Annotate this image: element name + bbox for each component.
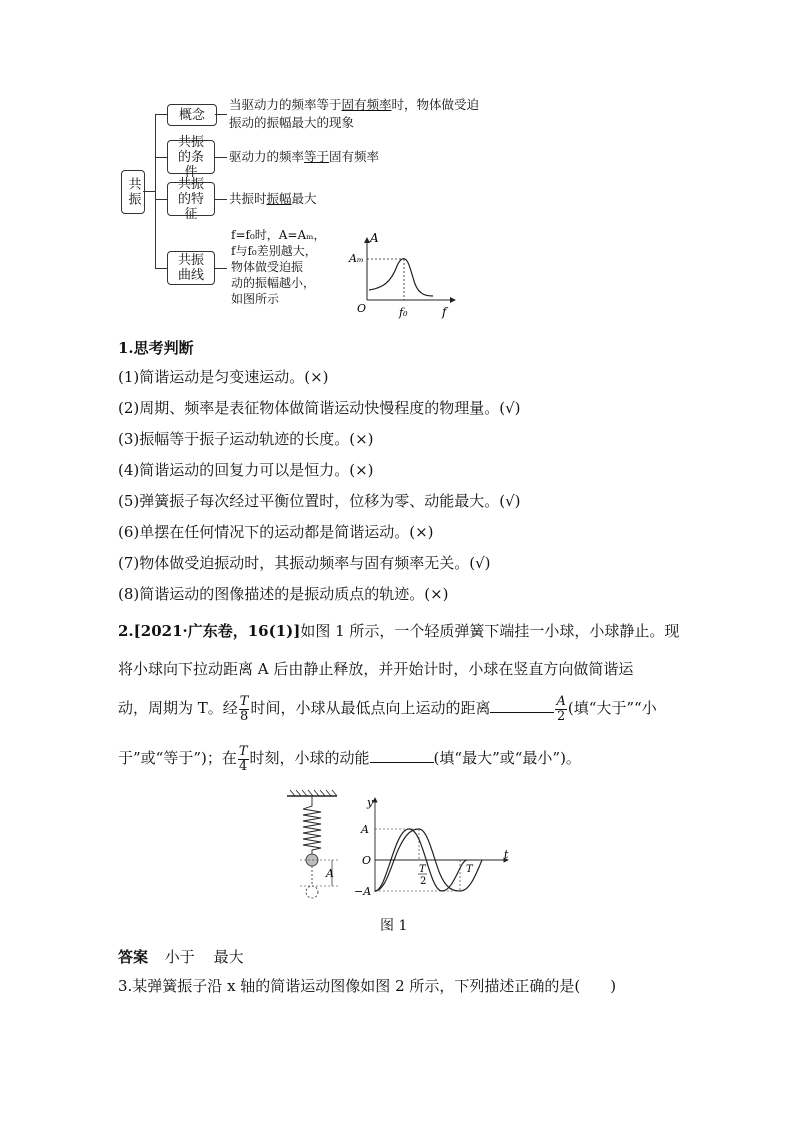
- judgement-item: (5)弹簧振子每次经过平衡位置时，位移为零、动能最大。(√): [118, 492, 521, 510]
- feature-text: 共振时振幅最大: [229, 191, 317, 206]
- condition-text: 驱动力的频率等于固有频率: [229, 149, 380, 164]
- branch-concept: 概念: [167, 104, 217, 126]
- connector: [155, 157, 167, 158]
- graph-y-label: y: [367, 796, 374, 809]
- graph-T2-den: 2: [420, 876, 427, 887]
- connector: [155, 199, 167, 200]
- q3-text: 3.某弹簧振子沿 x 轴的简谐运动图像如图 2 所示，下列描述正确的是( ): [118, 977, 617, 995]
- q2-source: 2.[2021·广东卷，16(1)]: [118, 622, 301, 640]
- concept-text: 当驱动力的频率等于固有频率时，物体做受迫 振动的振幅最大的现象: [229, 97, 480, 130]
- fraction-A-over-2: $\frac{A}{2}$: [556, 693, 566, 724]
- judgement-item: (8)简谐运动的图像描述的是振动质点的轨迹。(×): [118, 585, 449, 603]
- figure-1-spring-and-graph: [282, 788, 522, 906]
- fraction-T-over-8: $\frac{T}{8}$: [239, 693, 249, 724]
- branch-condition: 共振的条件: [167, 140, 215, 174]
- resonance-curve-chart: [345, 232, 460, 322]
- curve-x-label: f: [442, 305, 447, 319]
- answer-blank-2[interactable]: [370, 746, 434, 763]
- mindmap-root: 共振: [121, 170, 145, 214]
- connector: [215, 268, 227, 269]
- connector: [155, 114, 167, 115]
- q2-line3: 动，周期为 T。经 $\frac{T}{8}$ 时间，小球从最低点向上运动的距离 $\frac{A}{2}$ (填“大于”“小: [118, 693, 657, 724]
- connector: [215, 114, 227, 115]
- graph-t-label: t: [504, 848, 509, 861]
- branch-feature: 共振的特征: [167, 182, 215, 216]
- answer-blank-1[interactable]: [490, 696, 554, 713]
- answer-1: 小于: [164, 948, 195, 966]
- judgement-item: (7)物体做受迫振动时，其振动频率与固有频率无关。(√): [118, 554, 491, 572]
- graph-origin-label: O: [362, 854, 372, 867]
- resonance-curve: [369, 259, 433, 296]
- graph-A-label: A: [361, 823, 369, 836]
- fraction-T-over-4: $\frac{T}{4}$: [238, 743, 248, 774]
- spring-A-label: A: [326, 867, 334, 880]
- judgement-item: (2)周期、频率是表征物体做简谐运动快慢程度的物理量。(√): [118, 399, 521, 417]
- graph-T2-num: T: [419, 864, 426, 875]
- connector: [215, 157, 227, 158]
- answer-2: 最大: [213, 948, 244, 966]
- branch-curve: 共振曲线: [167, 251, 215, 285]
- curve-x-peak-label: f₀: [399, 306, 408, 319]
- ball-lowest-position: [306, 886, 318, 898]
- curve-origin-label: O: [357, 302, 367, 315]
- connector: [155, 114, 156, 269]
- curve-peak-label: Aₘ: [349, 252, 364, 265]
- q2-line2: 将小球向下拉动距离 A 后由静止释放，并开始计时，小球在竖直方向做简谐运: [118, 660, 634, 678]
- judgement-item: (3)振幅等于振子运动轨迹的长度。(×): [118, 430, 374, 448]
- graph-negA-label: −A: [354, 885, 372, 898]
- figure-1-caption: 图 1: [380, 918, 408, 934]
- judgement-item: (6)单摆在任何情况下的运动都是简谐运动。(×): [118, 523, 434, 541]
- judgement-item: (1)简谐运动是匀变速运动。(×): [118, 368, 329, 386]
- section1-heading: 1.思考判断: [118, 339, 194, 357]
- curve-y-label: A: [370, 232, 379, 245]
- ceiling: [287, 790, 337, 796]
- spring: [303, 796, 321, 855]
- connector: [155, 268, 167, 269]
- connector: [215, 199, 227, 200]
- answer-line: [118, 947, 244, 967]
- judgement-item: (4)简谐运动的回复力可以是恒力。(×): [118, 461, 374, 479]
- answer-label: 答案: [118, 948, 149, 966]
- graph-T-label: T: [466, 864, 473, 875]
- curve-text: f=f₀时，A=Aₘ， f与f₀差别越大， 物体做受迫振 动的振幅越小， 如图所示: [231, 228, 326, 306]
- connector: [143, 191, 155, 192]
- q2-line4: 于”或“等于”)；在 $\frac{T}{4}$ 时刻，小球的动能 (填“最大”或“最小”)。: [118, 743, 581, 774]
- q2-line1: 2.[2021·广东卷，16(1)]如图 1 所示，一个轻质弹簧下端挂一小球，小球静止。现: [118, 622, 680, 640]
